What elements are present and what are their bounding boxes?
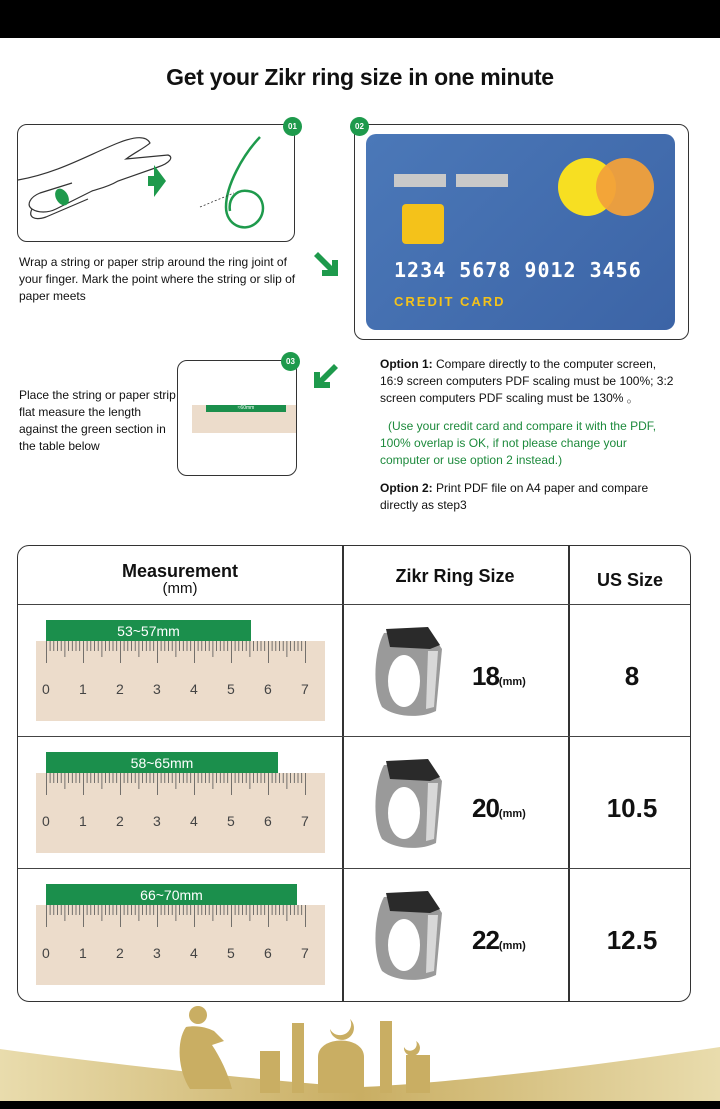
ruler-number: 1 [79, 681, 87, 697]
ruler-number: 2 [116, 813, 124, 829]
header-zikr-size: Zikr Ring Size [395, 566, 515, 586]
table-divider [18, 736, 690, 737]
green-arrow-down-right-icon [312, 250, 342, 280]
ruler-number: 0 [42, 813, 50, 829]
card-stripe [456, 174, 508, 187]
step1-text: Wrap a string or paper strip around the ring joint of your finger. Mark the point where the string or slip of paper meets [19, 255, 296, 303]
table-divider [18, 604, 690, 605]
step3-ruler [192, 405, 296, 433]
option1-text [380, 356, 680, 407]
card-logo-circle-orange [596, 158, 654, 216]
option2-text [380, 480, 680, 514]
ruler-number: 4 [190, 681, 198, 697]
ruler-number: 6 [264, 945, 272, 961]
page-title: Get your Zikr ring size in one minute [166, 64, 554, 90]
zikr-size-value [472, 793, 526, 824]
measurement-range-strip: 58~65mm [46, 752, 278, 773]
zikr-size-unit: (mm) [498, 676, 526, 688]
ruler-number: 1 [79, 945, 87, 961]
top-status-bar [0, 0, 720, 38]
ruler-number: 3 [153, 813, 161, 829]
zikr-size-number: 18 [472, 661, 499, 691]
zikr-size-value [472, 925, 526, 956]
hand-string-illustration [18, 125, 293, 240]
mosque-silhouette-decoration [0, 1001, 720, 1101]
card-number: 1234 5678 9012 3456 [394, 258, 642, 282]
header-measurement-unit: (mm) [162, 580, 198, 597]
measurement-ruler [36, 641, 325, 721]
green-arrow-down-left-icon [310, 362, 340, 392]
option1-title: Option 1: [380, 357, 433, 371]
us-size-value: 8 [624, 661, 640, 691]
zikr-ring-illustration [370, 885, 450, 985]
measurement-ruler [36, 905, 325, 985]
ruler-number: 1 [79, 813, 87, 829]
option1-body: Compare directly to the computer screen, 16:9 screen computers PDF scaling must be 100%; 3:2 screen computers PDF scaling must be 130% 。 [380, 357, 674, 405]
ruler-number: 0 [42, 945, 50, 961]
ruler-number: 7 [301, 813, 309, 829]
header-measurement-label: Measurement [121, 561, 239, 581]
ruler-number: 2 [116, 945, 124, 961]
header-us-size: US Size [596, 570, 664, 590]
step3-green-strip: ≈60mm [206, 405, 286, 412]
us-size-value: 10.5 [606, 793, 658, 823]
step1-badge: 01 [283, 117, 302, 136]
measurement-ruler [36, 773, 325, 853]
ruler-number: 3 [153, 681, 161, 697]
option1-note: (Use your credit card and compare it with the PDF, 100% overlap is OK, if not please change your computer or use option 2 instead.) [380, 419, 657, 467]
ruler-number: 7 [301, 681, 309, 697]
credit-card-illustration [366, 134, 675, 330]
step3-badge: 03 [281, 352, 300, 371]
size-table [17, 545, 691, 1002]
card-chip-icon [402, 204, 444, 244]
ruler-number: 7 [301, 945, 309, 961]
step3-box [177, 360, 297, 476]
zikr-size-number: 20 [472, 793, 499, 823]
ruler-number: 4 [190, 813, 198, 829]
table-divider [568, 546, 570, 1001]
card-label: CREDIT CARD [394, 294, 506, 309]
step3-text: Place the string or paper strip flat measure the length against the green section in the table below [19, 388, 176, 453]
option2-title: Option 2: [380, 481, 433, 495]
card-stripe [394, 174, 446, 187]
us-size-value: 12.5 [606, 925, 658, 955]
table-divider [18, 868, 690, 869]
zikr-ring-illustration [370, 753, 450, 853]
table-divider [342, 546, 344, 1001]
zikr-ring-illustration [370, 621, 450, 721]
option2-body: Print PDF file on A4 paper and compare directly as step3 [380, 481, 649, 512]
ruler-number: 3 [153, 945, 161, 961]
zikr-size-unit: (mm) [498, 940, 526, 952]
header-measurement [18, 562, 342, 598]
step1-box [17, 124, 295, 242]
zikr-size-value [472, 661, 526, 692]
ruler-number: 5 [227, 813, 235, 829]
ruler-number: 4 [190, 945, 198, 961]
bottom-bar [0, 1101, 720, 1109]
ruler-number: 6 [264, 681, 272, 697]
ruler-number: 6 [264, 813, 272, 829]
measurement-range-strip: 66~70mm [46, 884, 297, 905]
zikr-size-number: 22 [472, 925, 499, 955]
ruler-number: 0 [42, 681, 50, 697]
ruler-number: 2 [116, 681, 124, 697]
ruler-number: 5 [227, 681, 235, 697]
step2-badge: 02 [350, 117, 369, 136]
zikr-size-unit: (mm) [498, 808, 526, 820]
measurement-range-strip: 53~57mm [46, 620, 251, 641]
ruler-number: 5 [227, 945, 235, 961]
